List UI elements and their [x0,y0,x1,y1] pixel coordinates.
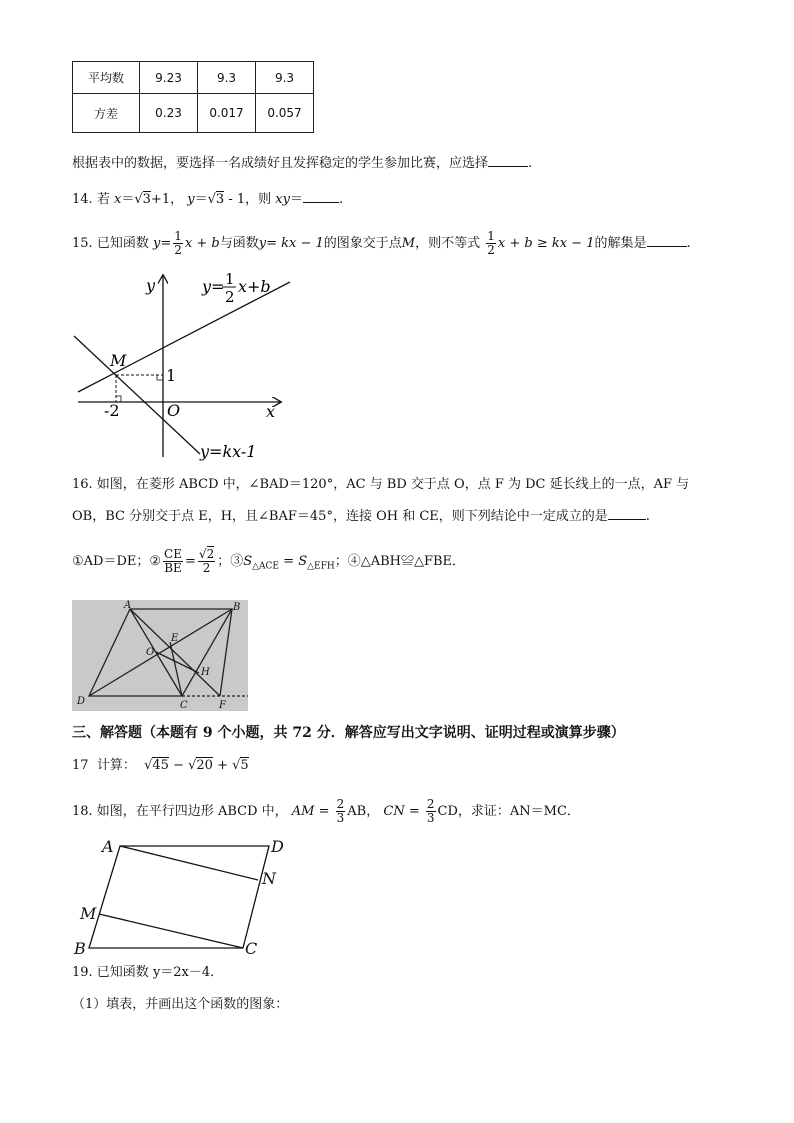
label-e: E [171,633,179,644]
rhombus-figure [72,600,248,711]
q14-minus: - 1，则 [224,192,272,207]
numerator: 1 [487,229,495,243]
eq-sign: ＝ [289,192,303,207]
expr: AM = [291,804,330,819]
line-label-numerator: 1 [225,272,235,288]
plus-sign: + [217,758,228,773]
stats-table [72,61,314,133]
label-m: M [80,904,97,923]
q17-label: 计算： [96,758,136,773]
fraction-sqrt2: $\frac{√2}{2}$ [198,547,215,575]
q19-line2: （1）填表，并画出这个函数的图象： [72,997,289,1012]
option-1-2: ①AD＝DE；② [72,554,162,569]
denominator: BE [164,561,182,575]
label-c: C [245,939,258,958]
table-cell: 9.23 [140,62,198,94]
q16-line2-text: OB，BC 分别交于点 E，H，且∠BAF＝45°，连接 OH 和 CE，则下列结论中一定成立的是 [72,509,608,524]
numerator: CE [164,547,182,561]
area-s: S [243,554,253,569]
inequality: x + b ≥ kx − 1 [497,236,595,251]
label-o: O [146,647,155,658]
table-cell: 0.017 [198,94,256,133]
q18-text [72,796,580,828]
eq-sign: ＝ [194,192,208,207]
parallelogram-figure [70,832,295,960]
table-cell: 0.057 [256,94,314,133]
eq-sign: = [160,236,172,251]
line-label: y=kx-1 [200,442,257,461]
radicand: 3 [142,192,151,207]
q13-text: 根据表中的数据，要选择一名成绩好且发挥稳定的学生参加比赛，应选择 . [72,156,533,171]
fraction-two-thirds [426,798,436,825]
var-y: y [152,236,161,251]
subscript: △EFH [307,561,335,572]
q15-text: 15. 已知函数 y= $\frac{1}{2}$ x + b与函数y= kx − 1的图象交于点M，则不等式 $\frac{1}{2}$ x + b ≥ kx − 1的解集是 . [72,229,691,257]
line-kx-1 [74,336,200,454]
q14-text: 14. 若 x＝√3+1， y＝√3 - 1，则 xy＝ . [72,192,344,207]
tick-label: 1 [166,366,177,385]
q15-post: 的图象交于点 [323,236,402,251]
origin-label: O [167,401,181,420]
eq-sign: = [185,554,196,569]
table-row [73,94,314,133]
point-m-label: M [110,351,127,370]
label-c: C [180,700,188,711]
table-cell: 9.3 [198,62,256,94]
q17-text: 17 计算： √45 − √20 + √5 [72,758,249,773]
q15-post3: 的解集是 [594,236,647,251]
point-m: M [401,236,416,251]
q15-graph [70,272,300,464]
right-angle-mark [157,375,163,380]
radicand: 3 [215,192,225,207]
radicand: 5 [240,758,249,773]
segment-an [120,846,258,880]
numerator: 1 [174,229,182,243]
denominator: 3 [336,811,345,825]
q15-post2: ，则不等式 [415,236,481,251]
subscript: △ACE [252,561,280,572]
label-a: A [124,600,132,611]
table-cell: 9.3 [256,62,314,94]
line-label: y= [202,277,225,296]
var-xy: xy [275,192,290,207]
segment-mc [99,914,243,948]
denominator: 2 [174,243,182,257]
answer-blank[interactable] [647,234,687,247]
denominator: 2 [487,243,495,257]
q14-pre: 若 [96,192,110,207]
q15-number: 15. [72,236,93,251]
q13-sentence: 根据表中的数据，要选择一名成绩好且发挥稳定的学生参加比赛，应选择 [72,156,489,171]
expr: x + b [184,236,220,251]
q16-options [72,544,465,585]
q14-number: 14. [72,192,93,207]
q15-mid: 与函数 [219,236,259,251]
var-y: y [258,236,267,251]
q19-line1: 19. 已知函数 y＝2x－4． [72,965,224,980]
q18-pre: 18. 如图，在平行四边形 ABCD 中， [72,804,288,819]
var-x: x [113,192,122,207]
q16-line2: OB，BC 分别交于点 E，H，且∠BAF＝45°，连接 OH 和 CE，则下列结论中一定成立的是 . [72,509,650,524]
q14-plus: +1， [150,192,184,207]
denominator: 2 [202,561,211,575]
expr: CD，求证：AN＝MC． [437,804,580,819]
denominator: 3 [426,811,435,825]
numerator: 2 [336,797,345,811]
table-cell: 平均数 [73,62,140,94]
radicand: 2 [206,547,215,561]
q17-number: 17 [72,758,89,773]
answer-blank[interactable] [488,154,528,167]
numerator: 2 [426,797,435,811]
fraction-half [486,230,496,257]
label-b: B [74,939,86,958]
answer-blank[interactable] [303,190,339,203]
label-n: N [262,869,276,888]
expr: = kx − 1 [266,236,324,251]
area-s: S [298,554,308,569]
table-cell: 0.23 [140,94,198,133]
minus-sign: − [173,758,184,773]
radicand: 45 [152,758,169,773]
label-d: D [271,837,284,856]
tick-label: -2 [104,401,120,420]
label-a: A [102,837,114,856]
expr: AB， [347,804,380,819]
x-axis-label: x [266,402,276,421]
var-y: y [187,192,195,207]
fraction-half [173,230,183,257]
expr: CN = [383,804,420,819]
option-3: ；③ [217,554,244,569]
label-f: F [219,700,226,711]
y-axis-label: y [146,276,156,295]
line-label-denominator: 2 [225,288,235,306]
label-b: B [233,602,241,613]
label-h: H [201,667,210,678]
label-d: D [77,696,86,707]
q16-figure [72,600,248,711]
line-label: x+b [238,277,271,296]
fraction-ce-be [163,548,183,575]
table-cell: 方差 [73,94,140,133]
answer-blank[interactable] [608,507,646,520]
fraction-two-thirds [336,798,346,825]
eq-sign: ＝ [121,192,135,207]
eq-sign: = [283,554,295,569]
option-4: ；④△ABH≌△FBE． [334,554,466,569]
section-heading: 三、解答题（本题有 9 个小题，共 72 分．解答应写出文字说明、证明过程或演算步骤） [72,725,625,741]
q15-pre: 已知函数 [96,236,149,251]
q16-line1: 16. 如图，在菱形 ABCD 中，∠BAD＝120°，AC 与 BD 交于点 O，点 F 为 DC 延长线上的一点，AF 与 [72,477,690,492]
line-half-x-b [78,282,290,392]
radicand: 20 [196,758,213,773]
table-row [73,62,314,94]
